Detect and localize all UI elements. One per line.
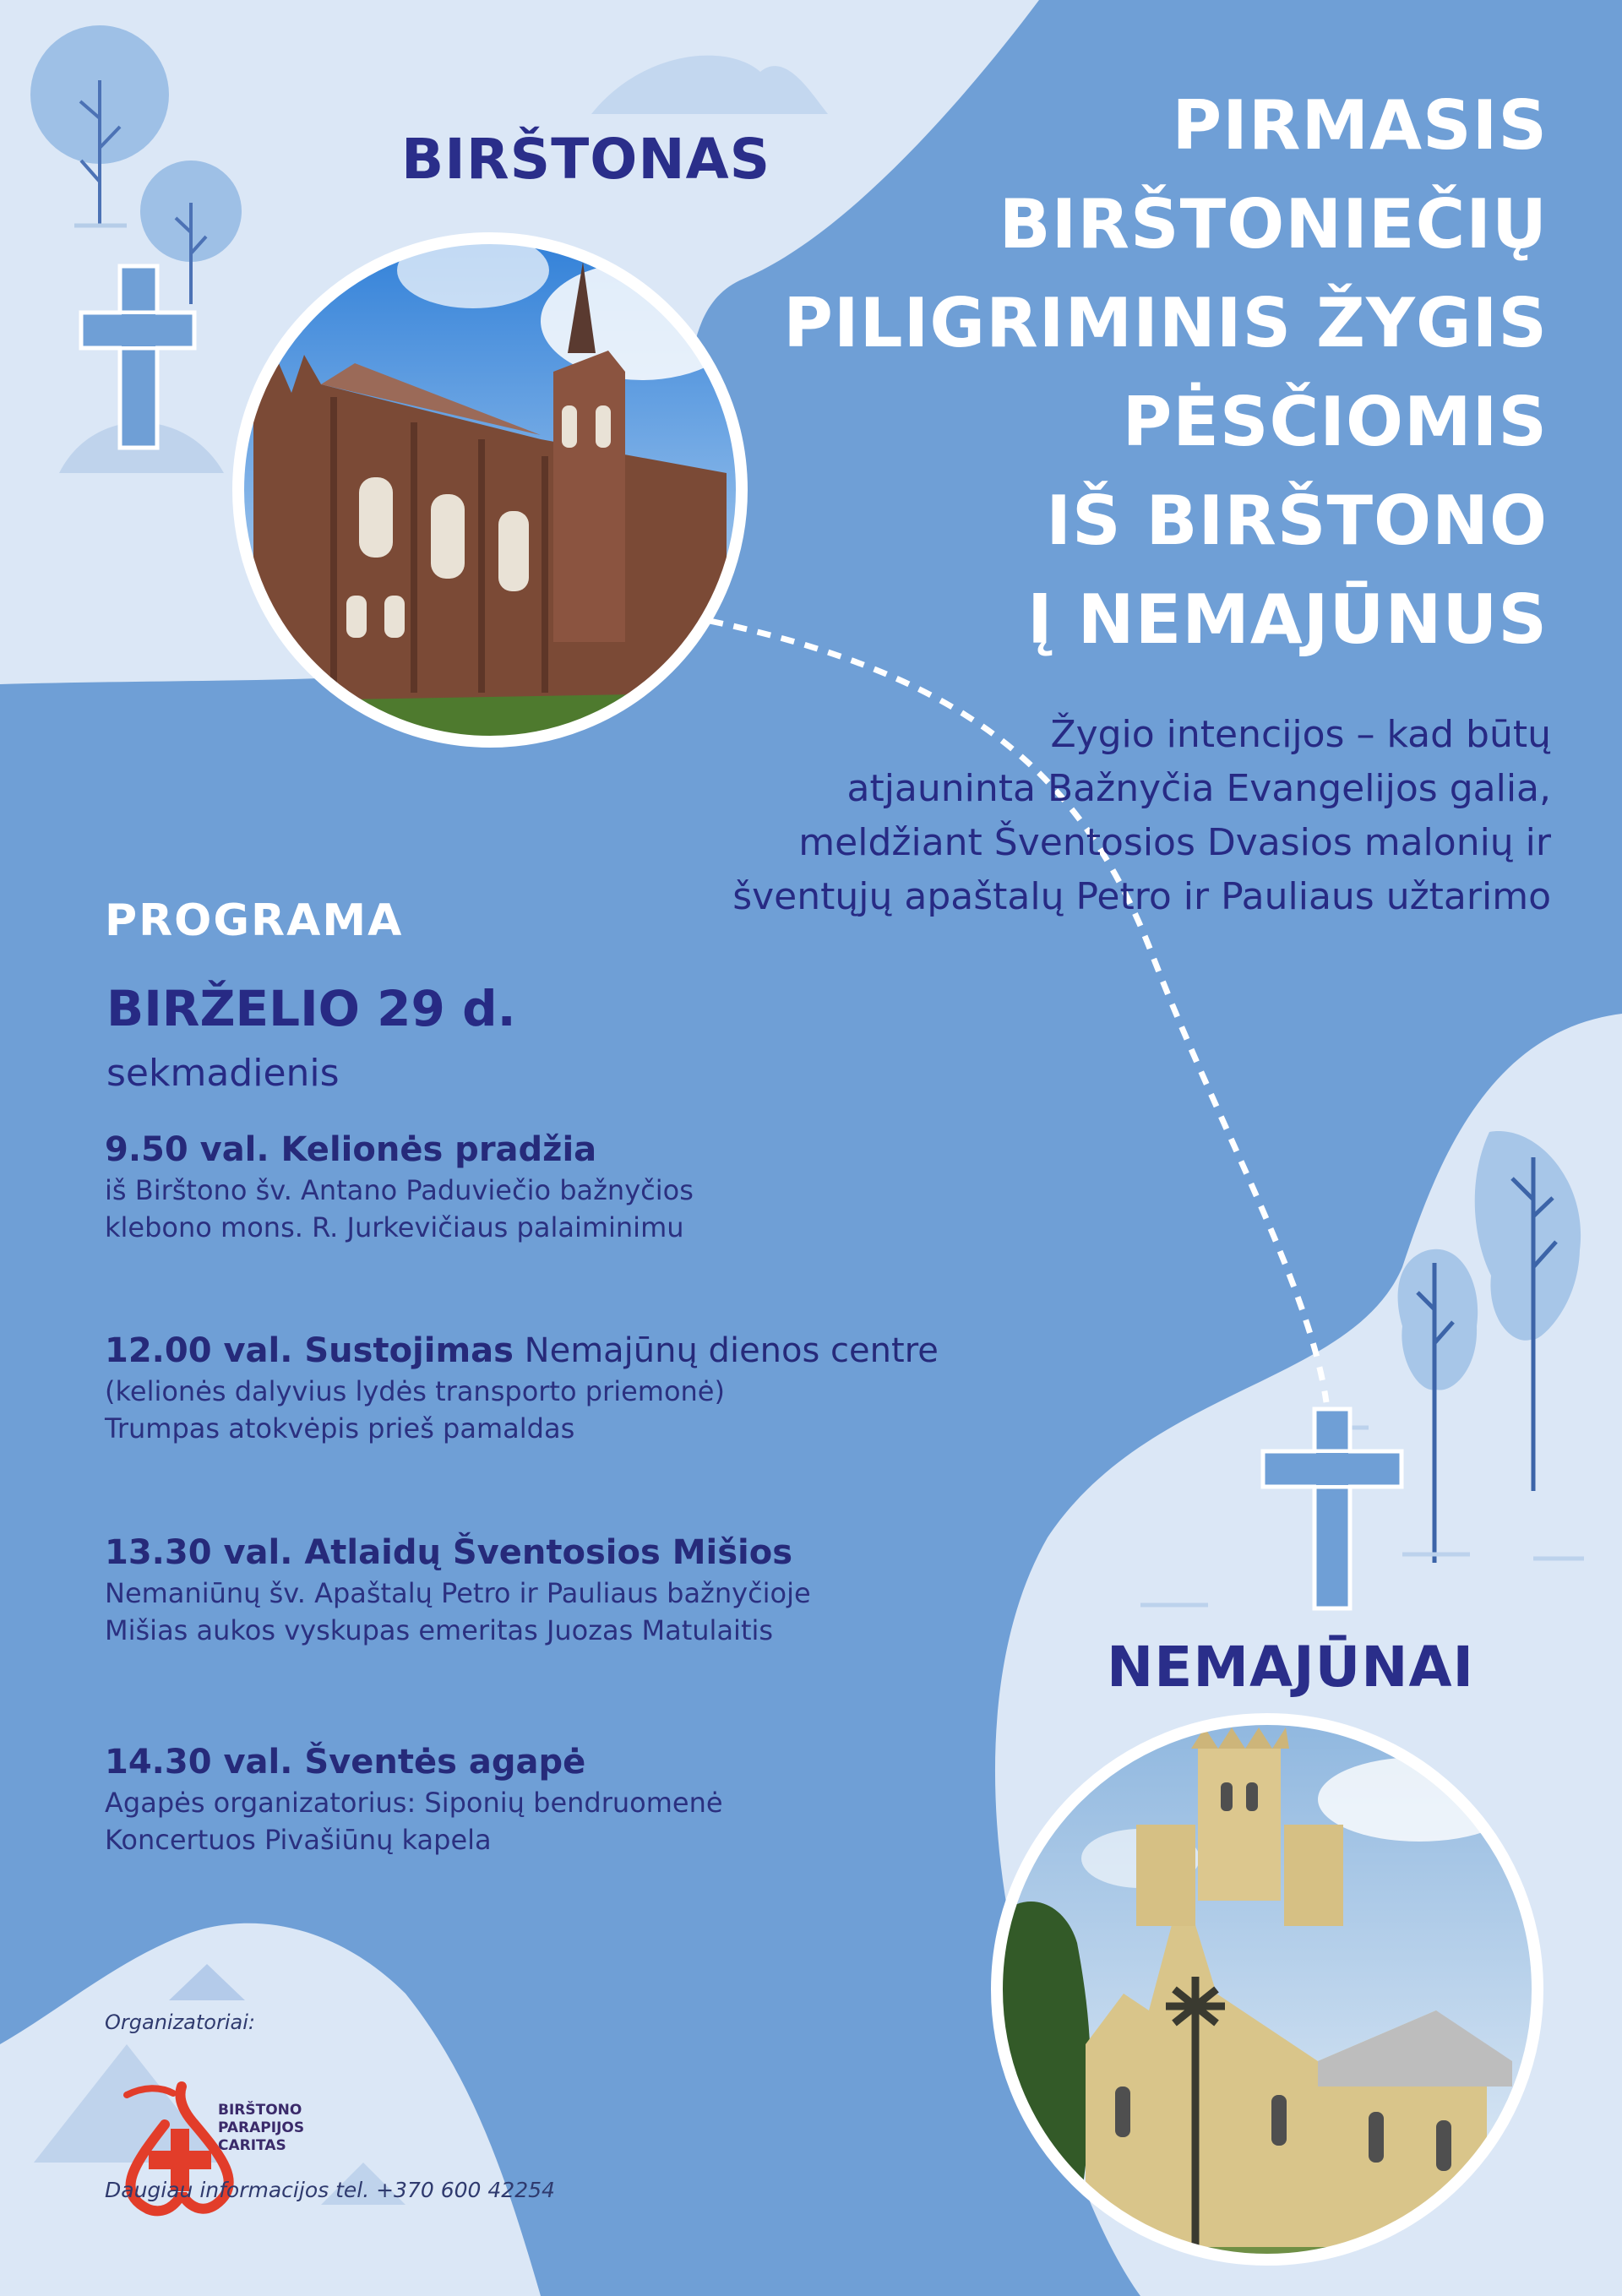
title-line: BIRŠTONIEČIŲ (999, 185, 1548, 264)
intention-line: meldžiant Šventosios Dvasios malonių ir (798, 821, 1551, 864)
organizers-label: Organizatoriai: (105, 2010, 255, 2034)
title-line: PIRMASIS (1172, 86, 1548, 165)
title-line: IŠ BIRŠTONO (1046, 482, 1548, 560)
event-detail: iš Birštono šv. Antano Paduviečio bažnyčios (105, 1174, 694, 1206)
event-heading-tail: Nemajūnų dienos centre (513, 1331, 939, 1370)
title-line: PILIGRIMINIS ŽYGIS (783, 284, 1548, 362)
intention-line: Žygio intencijos – kad būtų (1050, 713, 1551, 756)
program-heading: PROGRAMA (105, 895, 404, 946)
program-event (105, 1740, 1000, 1858)
program-event (105, 1531, 1000, 1649)
title-line: Į NEMAJŪNUS (1027, 580, 1548, 659)
logo-text-line: BIRŠTONO (218, 2102, 302, 2119)
program-event (105, 1128, 1000, 1246)
program-date: BIRŽELIO 29 d. (106, 980, 516, 1037)
contact-info: Daugiau informacijos tel. +370 600 42254 (105, 2178, 555, 2202)
caritas-logo-text (218, 2102, 304, 2155)
event-title (703, 76, 1548, 669)
pilgrimage-intentions (537, 708, 1551, 924)
program-weekday: sekmadienis (106, 1052, 340, 1095)
event-detail: (kelionės dalyvius lydės transporto priemonė) (105, 1375, 725, 1407)
event-time-title: 12.00 val. Sustojimas (105, 1331, 514, 1370)
event-detail: Mišias aukos vyskupas emeritas Juozas Matulaitis (105, 1614, 774, 1646)
event-detail: Nemaniūnų šv. Apaštalų Petro ir Pauliaus bažnyčioje (105, 1577, 811, 1609)
event-detail: Koncertuos Pivašiūnų kapela (105, 1824, 492, 1856)
event-heading (105, 1740, 1000, 1784)
event-time-title: 14.30 val. Šventės agapė (105, 1743, 586, 1782)
logo-text-line: CARITAS (218, 2137, 286, 2154)
event-heading (105, 1531, 1000, 1575)
logo-text-line: PARAPIJOS (218, 2119, 305, 2136)
event-time-title: 13.30 val. Atlaidų Šventosios Mišios (105, 1533, 793, 1572)
event-detail: Trumpas atokvėpis prieš pamaldas (105, 1412, 575, 1445)
program-event (105, 1329, 1000, 1447)
event-heading (105, 1128, 1000, 1172)
intention-line: šventųjų apaštalų Petro ir Pauliaus užtarimo (732, 875, 1551, 918)
intention-line: atjauninta Bažnyčia Evangelijos galia, (846, 767, 1551, 810)
title-line: PĖSČIOMIS (1122, 383, 1548, 461)
place-birstonas: BIRŠTONAS (401, 127, 771, 192)
place-nemajunai: NEMAJŪNAI (1107, 1635, 1475, 1700)
event-heading (105, 1329, 1000, 1373)
event-detail: Agapės organizatorius: Siponių bendruomenė (105, 1787, 723, 1819)
event-time-title: 9.50 val. Kelionės pradžia (105, 1130, 597, 1169)
event-detail: klebono mons. R. Jurkevičiaus palaiminimu (105, 1211, 684, 1243)
